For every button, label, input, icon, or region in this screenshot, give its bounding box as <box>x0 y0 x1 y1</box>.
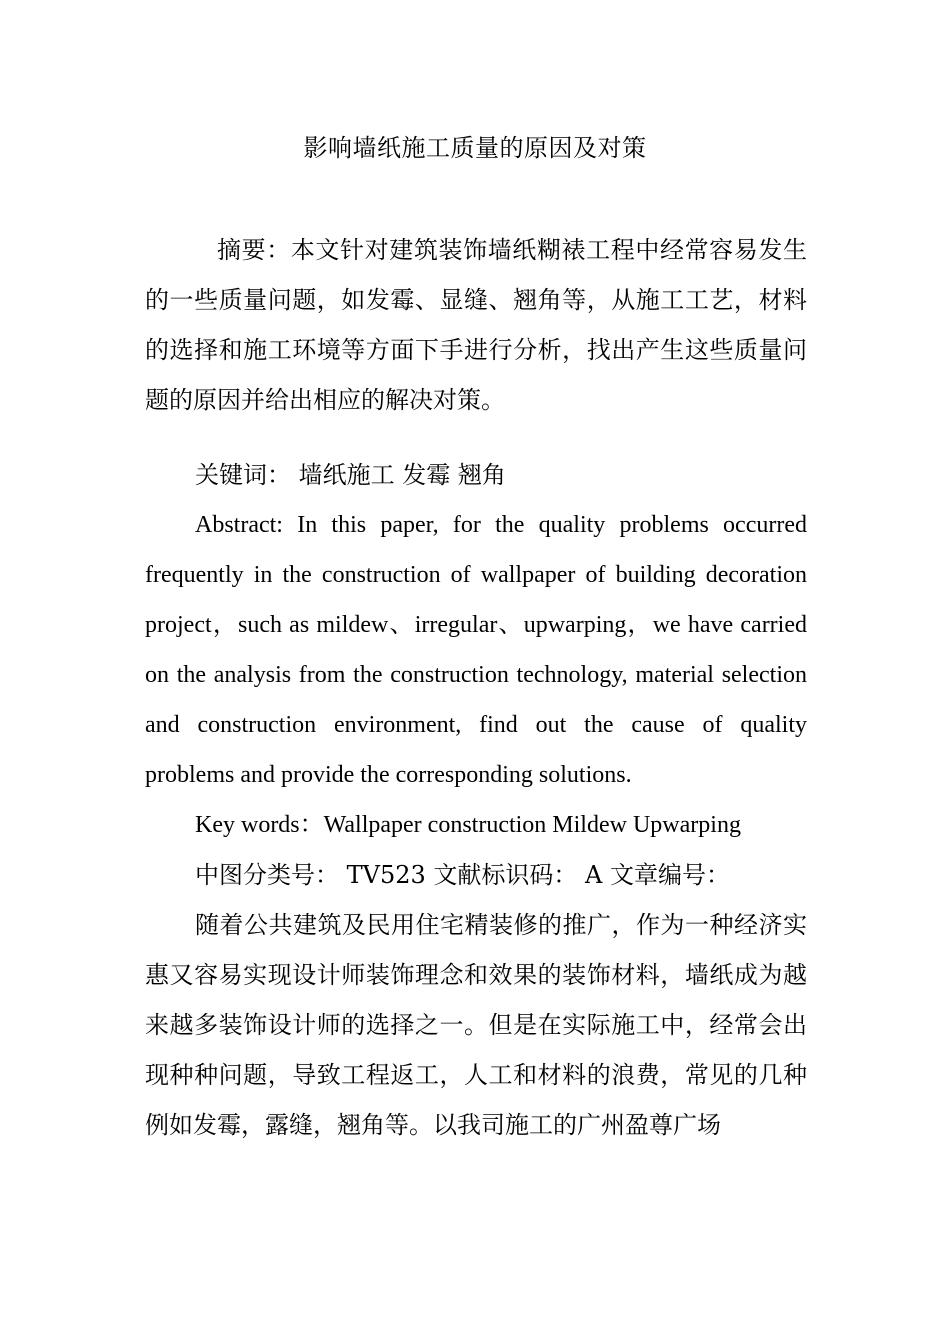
abstract-english: Abstract: In this paper, for the quality problems occurred frequently in the construction of wallpaper of building decoration project，such as mildew、irregular、upwarping，we have carried on the analysis from the construction technology, material selection and construction environment, find out the cause of quality problems and provide the corresponding solutions. <box>145 512 807 788</box>
paper-title: 影响墙纸施工质量的原因及对策 <box>303 134 647 162</box>
body-paragraph: 随着公共建筑及民用住宅精装修的推广，作为一种经济实惠又容易实现设计师装饰理念和效果的装饰材料，墙纸成为越来越多装饰设计师的选择之一。但是在实际施工中，经常会出现种种问题，导致工程返工，人工和材料的浪费，常见的几种例如发霉，露缝，翘角等。以我司施工的广州盈尊广场 <box>145 911 807 1139</box>
classification-line: 中图分类号： TV523 文献标识码： A 文章编号： <box>195 861 730 889</box>
keywords-english: Key words：Wallpaper construction Mildew Upwarping <box>195 812 741 838</box>
abstract-chinese: 摘要：本文针对建筑装饰墙纸糊裱工程中经常容易发生的一些质量问题，如发霉、显缝、翘角等，从施工工艺，材料的选择和施工环境等方面下手进行分析，找出产生这些质量问题的原因并给出相应的解决对策。 <box>145 236 807 414</box>
keywords-chinese-section <box>145 450 807 500</box>
abstract-chinese-section <box>145 225 807 425</box>
main-text-section <box>145 500 807 1150</box>
keywords-chinese: 关键词： 墙纸施工 发霉 翘角 <box>195 461 506 489</box>
